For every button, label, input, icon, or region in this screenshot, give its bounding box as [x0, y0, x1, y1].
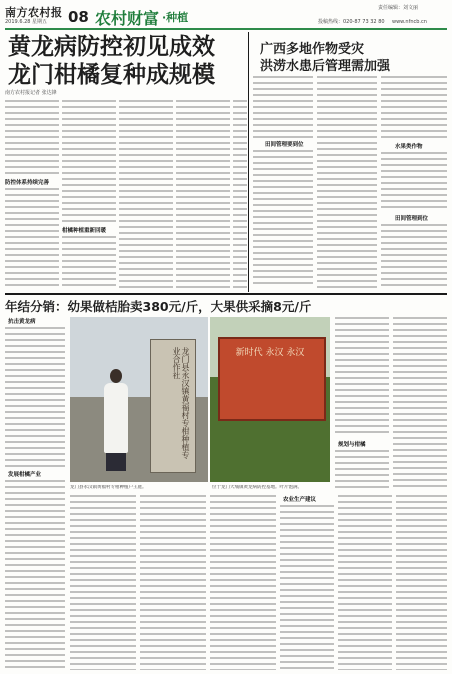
bottom-text-col-1b: [5, 480, 65, 670]
lead-byline: 南方农村报记者 张达锋: [5, 90, 57, 96]
farmer-head: [110, 369, 122, 383]
section-title: 农村财富: [95, 9, 160, 28]
side-text-col-2: [317, 76, 377, 288]
lead-text-col-2a: [62, 100, 116, 224]
bottom-text-col-r1b: [335, 450, 389, 490]
bottom-text-col-6: [338, 495, 392, 670]
section-subtitle: ·种植: [162, 11, 189, 24]
orchard-sign-text: 新时代 永汉 永汉: [235, 348, 305, 358]
bottom-text-col-2: [70, 495, 136, 670]
masthead-rule: [5, 28, 447, 30]
bottom-text-col-3: [140, 495, 206, 670]
bottom-headline: 年结分销：幼果做桔胎卖380元/斤，大果供采摘8元/斤: [5, 299, 312, 314]
side-text-col-3b: [381, 152, 447, 212]
lead-text-col-2b: [62, 236, 116, 288]
column-divider: [248, 32, 249, 292]
website: www.nfncb.cn: [392, 19, 427, 25]
lead-text-col-1b: [5, 188, 59, 288]
bottom-text-col-r1: [335, 317, 389, 437]
bottom-subhead-4: 农业生产建议: [283, 497, 317, 503]
lead-text-col-3: [119, 100, 173, 288]
side-headline-2: 洪涝水患后管理需加强: [260, 59, 391, 74]
lead-text-col-1a: [5, 100, 59, 176]
lead-text-col-4: [176, 100, 230, 288]
page-number: 08: [68, 8, 89, 26]
side-subhead-3: 田间管理到位: [395, 216, 429, 222]
bottom-text-col-r2: [393, 317, 447, 490]
photo-cooperative: [70, 317, 208, 482]
bottom-subhead-2: 发展柑橘产业: [8, 472, 42, 478]
side-headline-1: 广西多地作物受灾: [260, 42, 365, 57]
caption-right: 位于龙门大埔镇黄龙病防控基地。叶片饱满。: [212, 485, 302, 490]
bottom-text-col-7: [396, 495, 447, 670]
date-line: 2019.6.28 星期五: [5, 19, 48, 25]
lead-subhead-1: 防控体系持续完善: [5, 180, 50, 186]
farmer-figure: [104, 383, 128, 453]
photo-orchard: [210, 317, 330, 482]
bottom-subhead-3: 规划与柑橘: [338, 442, 366, 448]
side-text-col-1a: [253, 76, 313, 138]
side-text-col-3c: [381, 224, 447, 288]
cooperative-sign: 龙门县永汉镇黄福村专柑种植专业合作社: [172, 347, 190, 459]
section-divider: [5, 293, 447, 295]
side-text-col-1b: [253, 150, 313, 288]
contact-line: 投稿热线：020-87 73 32 80: [318, 19, 385, 25]
side-subhead-1: 田间管理要到位: [265, 142, 304, 148]
side-subhead-2: 水果类作物: [395, 144, 423, 150]
lead-headline-1: 黄龙病防控初见成效: [8, 34, 215, 60]
bottom-text-col-5: [280, 505, 334, 670]
lead-text-col-5: [233, 100, 247, 288]
caption-left: 龙门县永汉镇黄福村专柑种植户王庭。: [70, 485, 147, 490]
editor-line: 责任编辑：刘文丽: [378, 5, 419, 11]
lead-headline-2: 龙门柑橘复种成规模: [8, 62, 215, 88]
bottom-text-col-1a: [5, 327, 65, 467]
lead-subhead-2: 柑橘种植重新回暖: [62, 228, 107, 234]
bottom-text-col-4: [210, 495, 276, 670]
farmer-legs: [106, 453, 126, 471]
side-text-col-3a: [381, 76, 447, 140]
bottom-subhead-1: 抗击黄龙病: [8, 319, 36, 325]
newspaper-name: 南方农村报: [5, 6, 63, 19]
